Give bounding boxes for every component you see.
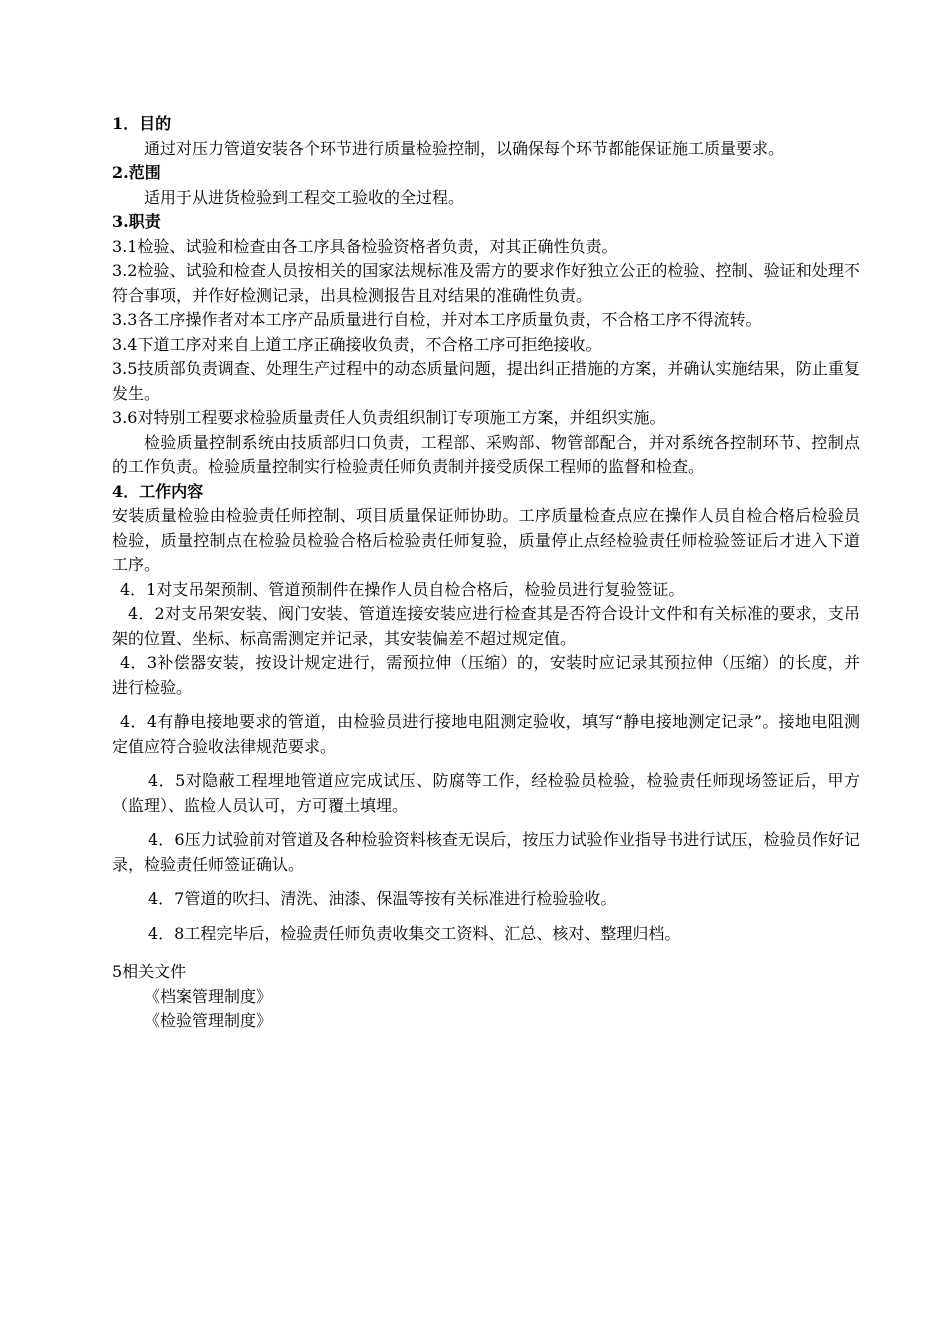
section-3-item: 3.3各工序操作者对本工序产品质量进行自检，并对本工序质量负责，不合格工序不得流转。: [112, 310, 762, 329]
section-4-heading: 4．工作内容: [112, 481, 204, 501]
section-1-paragraph: 通过对压力管道安装各个环节进行质量检验控制，以确保每个环节都能保证施工质量要求。: [144, 138, 785, 158]
section-4-item: 4．4有静电接地要求的管道，由检验员进行接地电阻测定验收，填写“静电接地测定记录”。接地电阻测定值应符合验收法律规范要求。: [112, 712, 860, 756]
section-3-item: 3.2检验、试验和检查人员按相关的国家法规标准及需方的要求作好独立公正的检验、控制、验证和处理不符合事项，并作好检测记录，出具检测报告且对结果的准确性负责。: [112, 261, 860, 305]
section-4-item: 4．5对隐蔽工程埋地管道应完成试压、防腐等工作，经检验员检验，检验责任师现场签证后，甲方（监理）、监检人员认可，方可覆土填埋。: [112, 771, 860, 815]
section-2-paragraph: 适用于从进货检验到工程交工验收的全过程。: [144, 187, 465, 207]
section-5-heading: 5相关文件: [112, 962, 187, 981]
reference-document: 《检验管理制度》: [144, 1011, 273, 1030]
section-4-item: 4．6压力试验前对管道及各种检验资料核查无误后，按压力试验作业指导书进行试压，检验员作好记录，检验责任师签证确认。: [112, 830, 860, 874]
section-3-heading: 3.职责: [112, 212, 161, 231]
section-4-intro: 安装质量检验由检验责任师控制、项目质量保证师协助。工序质量检查点应在操作人员自检合格后检验员检验，质量控制点在检验员检验合格后检验责任师复验，质量停止点经检验责任师检验签证后才进入下道工序。: [112, 506, 860, 574]
section-1-heading: 1．目的: [112, 114, 172, 133]
section-3-item: 3.1检验、试验和检查由各工序具备检验资格者负责，对其正确性负责。: [112, 236, 618, 256]
section-4-item: 4．2对支吊架安装、阀门安装、管道连接安装应进行检查其是否符合设计文件和有关标准的要求，支吊架的位置、坐标、标高需测定并记录，其安装偏差不超过规定值。: [112, 604, 860, 648]
section-3-item: 3.4下道工序对来自上道工序正确接收负责，不合格工序可拒绝接收。: [112, 334, 602, 354]
section-4-item: 4．3补偿器安装，按设计规定进行，需预拉伸（压缩）的，安装时应记录其预拉伸（压缩）的长度，并进行检验。: [112, 653, 860, 697]
section-3-item: 3.6对特别工程要求检验质量责任人负责组织制订专项施工方案，并组织实施。: [112, 408, 666, 427]
document-page: [112, 112, 860, 1034]
section-2-heading: 2.范围: [112, 163, 161, 182]
reference-document: 《档案管理制度》: [144, 986, 273, 1006]
section-3-note: 检验质量控制系统由技质部归口负责，工程部、采购部、物管部配合，并对系统各控制环节、控制点的工作负责。检验质量控制实行检验责任师负责制并接受质保工程师的监督和检查。: [112, 432, 860, 476]
section-4-item: 4．8工程完毕后，检验责任师负责收集交工资料、汇总、核对、整理归档。: [148, 923, 681, 943]
section-4-item: 4．1对支吊架预制、管道预制件在操作人员自检合格后，检验员进行复验签证。: [120, 579, 685, 599]
section-4-item: 4．7管道的吹扫、清洗、油漆、保温等按有关标准进行检验验收。: [148, 889, 617, 908]
section-3-item: 3.5技质部负责调查、处理生产过程中的动态质量问题，提出纠正措施的方案，并确认实施结果，防止重复发生。: [112, 359, 860, 403]
